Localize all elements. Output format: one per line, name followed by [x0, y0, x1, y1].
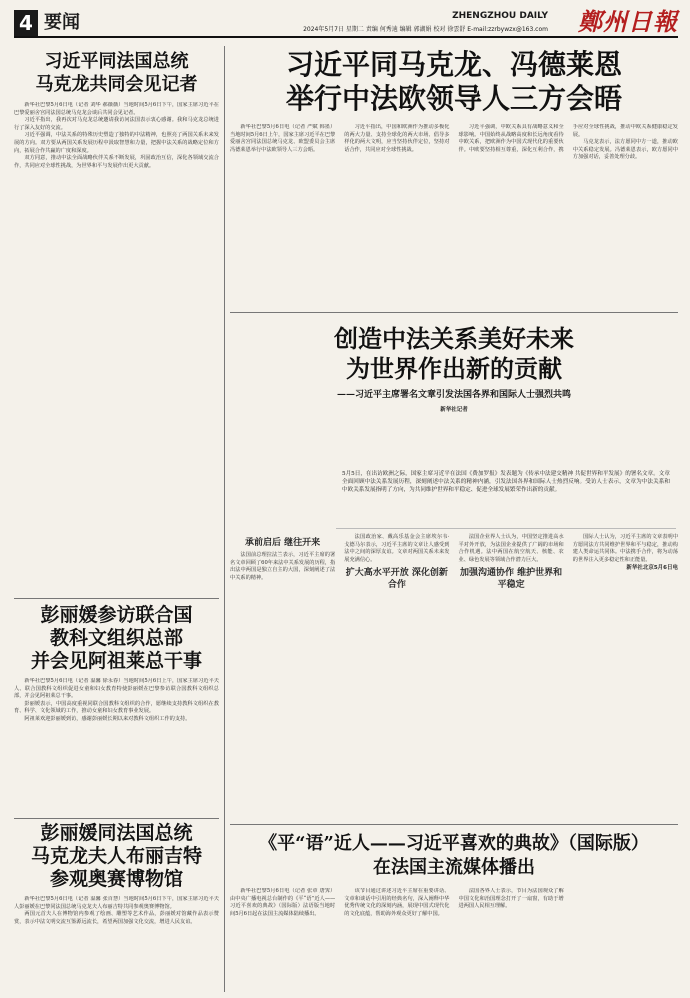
- section-subheading: 承前启后 继往开来: [245, 538, 321, 548]
- article-title-line: 马克龙夫人布丽吉特: [30, 845, 202, 867]
- article-title-line: 教科文组织总部: [49, 627, 183, 649]
- paragraph: 新华社巴黎5月6日电（记者 温馨 张百慧）当地时间5月6日下午，国家主席习近平夫人彭丽媛在巴黎同法国总统马克龙夫人布丽吉特共同参观奥赛博物馆。: [14, 896, 219, 910]
- article-body: [14, 896, 219, 988]
- paragraph: 该节目通过讲述习近平主席在重要讲话、文章和谈话中引用的经典名句，深入阐释中华优秀传统文化的深刻内涵，展现中国式现代化的文化底蕴，帮助海外观众更好了解中国。: [344, 888, 450, 917]
- article-body: [14, 678, 219, 808]
- byline: 新华社记者: [440, 407, 468, 413]
- article-peng-orsay: [14, 822, 219, 992]
- paragraph: 法国企业界人士认为，中国坚定推进高水平对外开放，为法国企业提供了广阔的市场和合作机遇。法中两国在航空航天、核能、农业、绿色发展等领域合作潜力巨大。: [458, 534, 564, 563]
- divider: [14, 818, 219, 819]
- page-header: [14, 8, 678, 38]
- article-subtitle: ——习近平主席署名文章引发法国各界和国际人士强烈共鸣: [336, 390, 571, 400]
- paragraph: 新华社巴黎5月6日电（记者 严赋 韩墨）当地时间5月6日上午，国家主席习近平在巴黎爱丽舍宫同法国总统马克龙、欧盟委员会主席冯德莱恩举行中法欧领导人三方会晤。: [230, 124, 336, 153]
- newspaper-logo: 鄭州日報: [578, 7, 678, 36]
- column-rule: [224, 46, 225, 992]
- article-body: [230, 530, 678, 820]
- paragraph: 法国前总理拉法兰表示，习近平主席的署名文章回顾了60年来法中关系发展的历程，指出法中两国是独立自主的大国，深刻阐述了法中关系的精神。: [230, 552, 336, 581]
- page-number: 4: [14, 10, 38, 36]
- paragraph: 双方同意，推动中法全面战略伙伴关系不断发展，巩固政治互信，深化各领域交流合作，共同应对全球性挑战，为世界和平与发展作出更大贡献。: [14, 155, 219, 169]
- paragraph: 两国元首夫人在博物馆内参观了绘画、雕塑等艺术作品，彭丽媛对馆藏作品表示赞赏，表示中法文明交流互鉴源远流长，希望两国加强文化交流，增进人民友谊。: [14, 911, 219, 925]
- issue-meta: 2024年5月7日 星期二 责编 何秀迪 编辑 郭湖娟 校对 徐雲舒 E-mail:zzrbywzx@163.com: [303, 26, 548, 33]
- section-subheading: 加强沟通协作 维护世界和平稳定: [460, 568, 563, 591]
- article-china-france-future: [230, 318, 678, 468]
- paragraph: 习近平强调，中欧关系具有战略意义和全球影响。中国始终从战略高度和长远角度看待中欧关系，把欧洲作为中国式现代化的重要伙伴。中欧要坚持相互尊重，深化互利合作，携手应对全球性挑战，推动中欧关系健康稳定发展。: [458, 124, 678, 153]
- article-body: [230, 888, 678, 988]
- article-title-line: 习近平同马克龙、冯德莱恩: [285, 48, 622, 81]
- paragraph: 法国政治家、戴高乐基金会主席埃尔韦·戈德马尔表示，习近平主席的文章让人感受到法中之间的深厚友谊。文章对两国关系未来发展充满信心。: [344, 534, 450, 563]
- divider: [14, 598, 219, 599]
- article-body: [14, 102, 219, 592]
- article-title-line: 彭丽媛参访联合国: [40, 604, 193, 626]
- article-title-line: 为世界作出新的贡献: [346, 354, 562, 383]
- article-title-line: 《平“语”近人——习近平喜欢的典故》（国际版）: [259, 833, 649, 854]
- divider: [230, 824, 678, 825]
- article-title-line: 彭丽媛同法国总统: [40, 822, 193, 844]
- paragraph: 习近平指出，我再次对马克龙总统邀请我访问法国表示衷心感谢。我和马克龙总统进行了深入友好的交流。: [14, 117, 219, 131]
- brand-english: ZHENGZHOU DAILY: [452, 11, 548, 21]
- article-trilateral-meeting: [230, 46, 678, 308]
- divider: [230, 312, 678, 313]
- paragraph: 法国各界人士表示，节目为法国观众了解中国文化和治国理念打开了一扇窗，有助于增进两国人民相互理解。: [458, 888, 564, 910]
- paragraph: 马克龙表示，法方愿同中方一道，推动欧中关系稳定发展。冯德莱恩表示，欧方愿同中方加强对话，妥善处理分歧。: [572, 139, 678, 161]
- paragraph: 新华社巴黎5月6日电（记者 温馨 徐永春）当地时间5月6日上午，国家主席习近平夫人、联合国教科文组织促进女童和妇女教育特使彭丽媛在巴黎参访联合国教科文组织总部，并会见阿祖莱总干事。: [14, 678, 219, 700]
- article-title-line: 举行中法欧领导人三方会晤: [285, 82, 622, 115]
- article-title-line: 习近平同法国总统: [44, 51, 189, 72]
- paragraph: 新华社巴黎5月6日电（记者 刘华 郝薇薇）当地时间5月6日下午，国家主席习近平在巴黎爱丽舍宫同法国总统马克龙会谈后共同会见记者。: [14, 102, 219, 116]
- article-title-line: 并会见阿祖莱总干事: [30, 650, 202, 672]
- paragraph: 国际人士认为，习近平主席的文章表明中方愿同法方共同维护世界和平与稳定，推动构建人类命运共同体。中法携手合作，将为动荡的世界注入更多稳定性和正能量。: [572, 534, 678, 563]
- dateline: 新华社北京5月6日电: [626, 565, 678, 572]
- paragraph: 阿祖莱欢迎彭丽媛到访，感谢彭丽媛长期以来对教科文组织工作的支持。: [24, 715, 191, 722]
- paragraph: 习近平强调，中法关系的特殊历史塑造了独特的中法精神，也照亮了两国关系未来发展的方向。双方要从两国关系发展历程中汲取智慧和力量，把握中法关系的战略定位和方向，拓展合作共赢的广度和深度。: [14, 132, 219, 154]
- article-intro: 5月5日，在出访欧洲之际，国家主席习近平在法国《费加罗报》发表题为《传承中法建交精神 共促世界和平发展》的署名文章。文章全面回顾中法关系发展历程，深刻阐述中法关系的精神内涵，引发法国各界和国际人士热烈反响。受访人士表示，文章为中法关系和中欧关系发展指明了方向，为共同维护世界和平稳定、促进全球发展繁荣作出新的贡献。: [336, 467, 676, 529]
- article-body: [230, 124, 678, 296]
- section-subheading: 扩大高水平开放 深化创新合作: [345, 568, 448, 591]
- article-ping-yu-jin-ren: [230, 830, 678, 992]
- paragraph: 彭丽媛表示，中国高度重视同联合国教科文组织的合作，愿继续支持教科文组织在教育、科学、文化领域的工作，推动女童和妇女教育事业发展。: [14, 700, 219, 715]
- article-title-line: 在法国主流媒体播出: [373, 857, 535, 878]
- article-peng-unesco: [14, 604, 219, 814]
- article-xi-macron-press: [14, 46, 219, 594]
- article-title-line: 创造中法关系美好未来: [334, 324, 574, 353]
- article-title-line: 参观奥赛博物馆: [49, 868, 183, 890]
- paragraph: 新华社巴黎5月6日电（记者 张章 唐霁）由中央广播电视总台制作的《平“语”近人——习近平喜欢的典故》（国际版）法语版当地时间5月6日起在法国主流媒体陆续播出。: [230, 888, 336, 917]
- section-name: 要闻: [44, 12, 80, 33]
- article-title-line: 马克龙共同会见记者: [35, 74, 198, 95]
- paragraph: 习近平指出，中国和欧洲作为推动多极化的两大力量、支持全球化的两大市场、倡导多样化的两大文明，应当坚持伙伴定位，坚持对话合作，共同应对全球性挑战。: [344, 124, 450, 153]
